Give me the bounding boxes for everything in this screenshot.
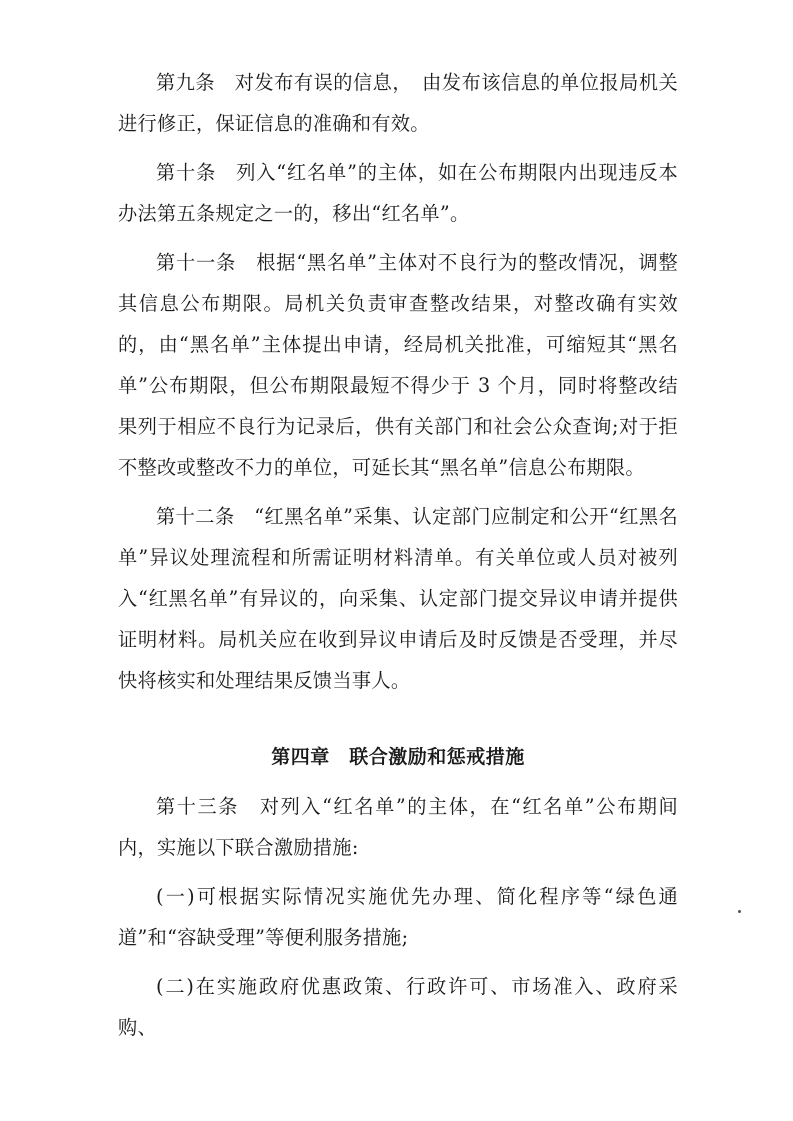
scan-speck [738, 910, 741, 913]
chapter-title: 第四章 联合激励和惩戒措施 [271, 746, 525, 768]
document-page [118, 62, 678, 1048]
article-13-item-1: (一)可根据实际情况实施优先办理、简化程序等“绿色通道”和“容缺受理”等便利服务措施; [118, 885, 678, 949]
article-11: 第十一条 根据“黑名单”主体对不良行为的整改情况，调整其信息公布期限。局机关负责审查整改结果，对整改确有实效的，由“黑名单”主体提出申请，经局机关批准，可缩短其“黑名单”公布期限，但公布期限最短不得少于 3 个月，同时将整改结果列于相应不良行为记录后，供有关部门和社会公众查询;对于拒不整改或整改不力的单位，可延长其“黑名单”信息公布期限。 [118, 251, 678, 479]
article-12: 第十二条 “红黑名单”采集、认定部门应制定和公开“红黑名单”异议处理流程和所需证明材料清单。有关单位或人员对被列入“红黑名单”有异议的，向采集、认定部门提交异议申请并提供证明材料。局机关应在收到异议申请后及时反馈是否受理，并尽快将核实和处理结果反馈当事人。 [118, 505, 678, 692]
article-13-item-2: (二)在实施政府优惠政策、行政许可、市场准入、政府采购、 [118, 975, 678, 1039]
article-9: 第九条 对发布有误的信息， 由发布该信息的单位报局机关进行修正，保证信息的准确和有效。 [118, 71, 678, 135]
article-13: 第十三条 对列入“红名单”的主体，在“红名单”公布期间内，实施以下联合激励措施: [118, 795, 678, 859]
article-10: 第十条 列入“红名单”的主体，如在公布期限内出现违反本办法第五条规定之一的，移出“红名单”。 [118, 161, 678, 225]
